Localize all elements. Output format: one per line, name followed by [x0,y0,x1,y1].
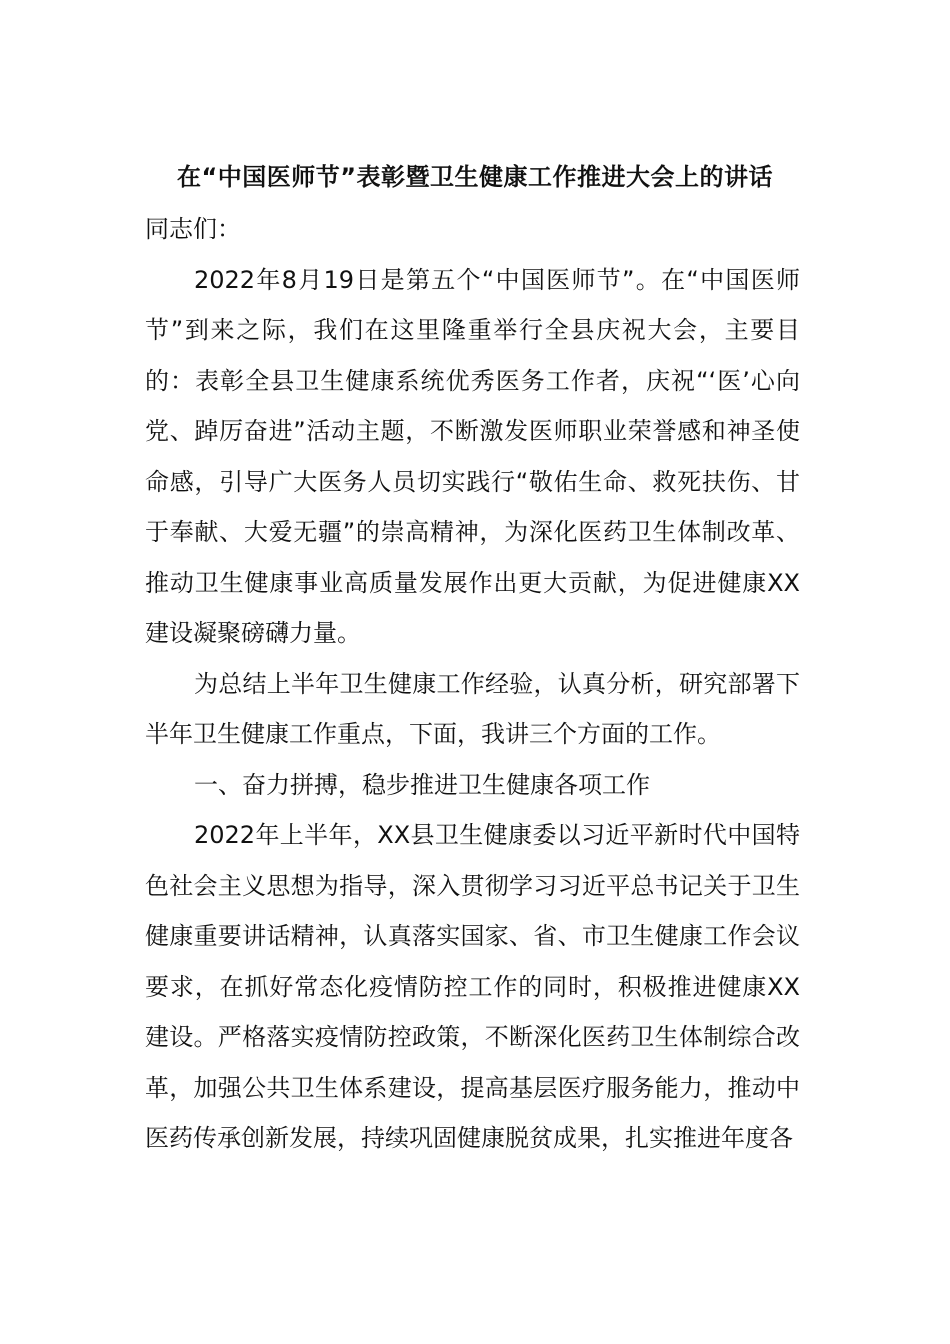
paragraph-1: 2022年8月19日是第五个“中国医师节”。在“中国医师节”到来之际，我们在这里隆重举行全县庆祝大会，主要目的：表彰全县卫生健康系统优秀医务工作者，庆祝“‘医’心向党、踔厉奋进”活动主题，不断激发医师职业荣誉感和神圣使命感，引导广大医务人员切实践行“敬佑生命、救死扶伤、甘于奉献、大爱无疆”的崇高精神，为深化医药卫生体制改革、推动卫生健康事业高质量发展作出更大贡献，为促进健康XX建设凝聚磅礴力量。 [145,265,800,647]
document-body [145,204,800,1164]
document-title: 在“中国医师节”表彰暨卫生健康工作推进大会上的讲话 [176,163,774,191]
section-heading-1: 一、奋力拼搏，稳步推进卫生健康各项工作 [194,770,650,799]
paragraph-2: 为总结上半年卫生健康工作经验，认真分析，研究部署下半年卫生健康工作重点，下面，我讲三个方面的工作。 [145,669,800,748]
paragraph-3: 2022年上半年，XX县卫生健康委以习近平新时代中国特色社会主义思想为指导，深入贯彻学习习近平总书记关于卫生健康重要讲话精神，认真落实国家、省、市卫生健康工作会议要求，在抓好常态化疫情防控工作的同时，积极推进健康XX建设。严格落实疫情防控政策，不断深化医药卫生体制综合改革，加强公共卫生体系建设，提高基层医疗服务能力，推动中医药传承创新发展，持续巩固健康脱贫成果，扎实推进年度各 [145,821,800,1152]
salutation: 同志们： [145,215,241,243]
